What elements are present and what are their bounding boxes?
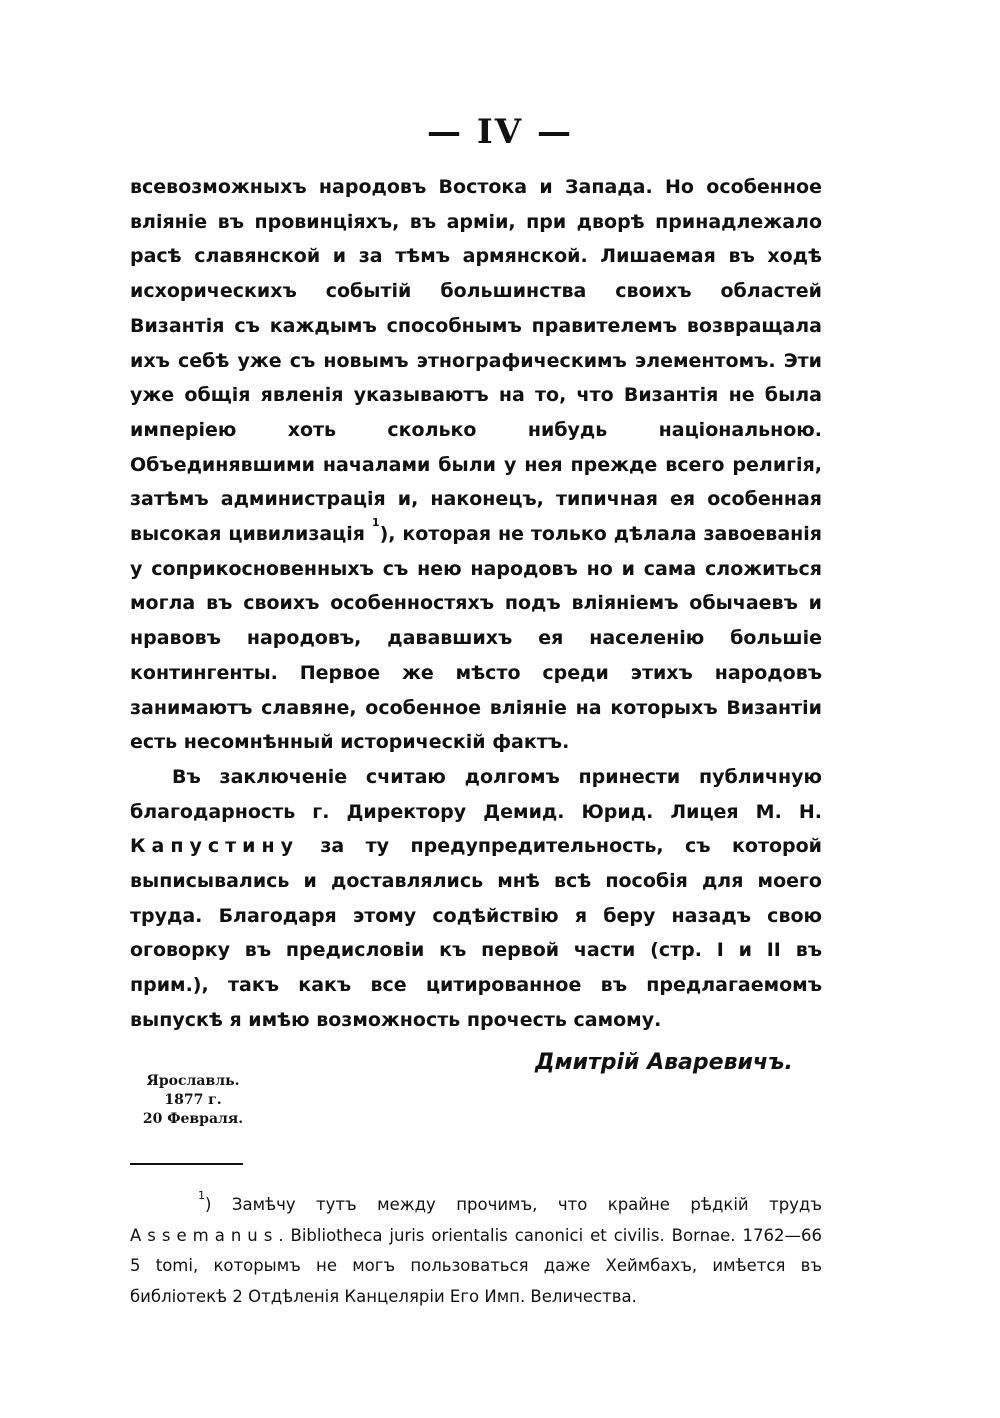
paragraph-text: за ту предупредительность, съ которой выписывались и доставлялись мнѣ всѣ пособія для моего труда. Благодаря этому содѣйствію я беру назадъ свою оговорку въ предисловіи къ первой части (стр. I и II въ прим.), такъ какъ все цитированное въ предлагаемомъ выпускѣ я имѣю возможность прочесть самому. [130,835,822,1031]
paragraph [130,760,822,1038]
paragraph-text: ), которая не только дѣлала завоеванія у соприкосновенныхъ съ нею народовъ но и сама сложиться могла въ своихъ особенностяхъ подъ вліяніемъ обычаевъ и нравовъ народовъ, дававшихъ ея населенію большіе контингенты. Первое же мѣсто среди этихъ народовъ занимаютъ славяне, особенное вліяніе на которыхъ Византіи есть несомнѣнный историческій фактъ. [130,523,822,754]
footnote-reference: 1 [371,516,380,530]
place-day: 20 Февраля. [142,1111,244,1127]
footnote-text: ) Замѣчу тутъ между прочимъ, что крайне рѣдкій трудъ [205,1195,822,1214]
spaced-name: Капустину [130,835,299,858]
spaced-author: Assemanus [130,1225,279,1245]
footnote-marker: 1 [198,1189,205,1202]
footnote-divider [130,1163,243,1165]
paragraph-text: всевозможныхъ народовъ Востока и Запада. Но особенное вліяніе въ провинціяхъ, въ арміи, при дворѣ принадлежало расѣ славянской и за тѣмъ армянской. Лишаемая въ ходѣ исхорическихъ событій большинства своихъ областей Византія съ каждымъ способнымъ правителемъ возвращала ихъ себѣ уже съ новымъ этнографическимъ элементомъ. Эти уже общія явленія указываютъ на то, что Византія не была имперіею хоть сколько нибудь національною. Объединявшими началами были у нея прежде всего религія, затѣмъ администрація и, наконецъ, типичная ея особенная высокая цивилизація [130,176,822,546]
page-number: — IV — [427,112,573,152]
main-text [130,170,822,1038]
place-year: 1877 г. [164,1092,222,1108]
footnote [130,1190,822,1312]
footnote-text: . Bibliotheca juris orientalis canonici et civilis. Bornae. 1762—66 5 tomi, которымъ не могъ пользоваться даже Хеймбахъ, имѣется въ библіотекѣ 2 Отдѣленія Канцеляріи Его Имп. Величества. [130,1225,822,1306]
paragraph-text: Въ заключеніе считаю долгомъ принести публичную благодарность г. Директору Демид. Юрид. Лицея М. Н. [130,765,822,823]
paragraph [130,170,822,760]
place-city: Ярославль. [146,1073,240,1089]
author-signature: Дмитрій Аваревичъ. [535,1050,793,1075]
place-date [138,1072,248,1129]
